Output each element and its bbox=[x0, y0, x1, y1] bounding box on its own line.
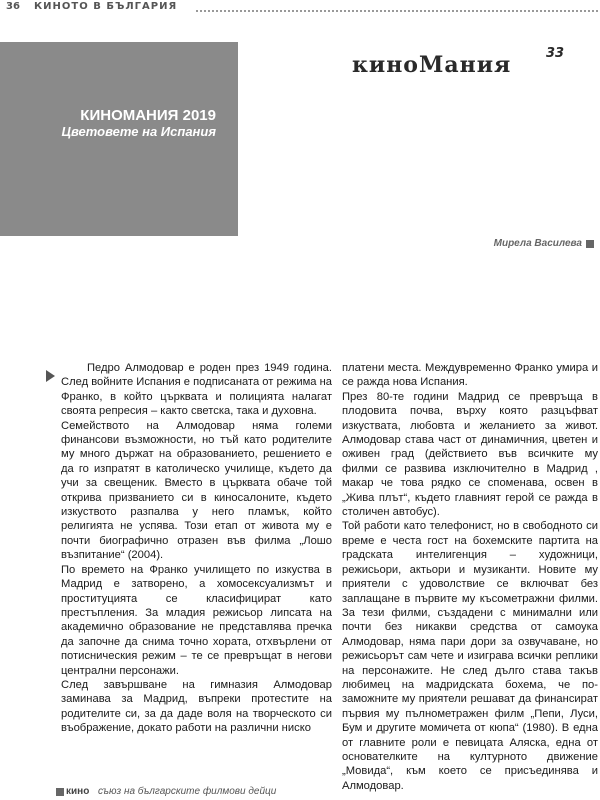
paragraph: По времето на Франко училището по изкуства в Мадрид е затворено, а хомосексуализмът и проституцията се класифицират като престъпления. За младия режисьор липсата на академично образование не представлява пречка да започне да снима точно хората, отхвърлени от потисническия режим – те се превръщат в негови централни персонажи. bbox=[61, 563, 332, 677]
paragraph: През 80-те години Мадрид се превръща в плодовита почва, върху която разцъфват изкуствата, любовта и желанието за живот. Алмодовар става част от динамичния, цветен и оживен град (действието във всичките му филми се развива изключително в Мадрид , макар че това рядко се споменава, освен в „Жива плът“, където главният герой се ражда в столичен автобус). bbox=[342, 390, 598, 519]
article-subtitle: Цветовете на Испания bbox=[61, 124, 216, 139]
author-name: Мирела Василева bbox=[493, 238, 582, 249]
square-bullet-icon bbox=[586, 240, 594, 248]
logo-number: 33 bbox=[546, 46, 565, 61]
logo-text: киноMания bbox=[352, 52, 512, 78]
kinomania-logo bbox=[352, 46, 592, 82]
paragraph: Семейството на Алмодовар няма големи финансови възможности, но тъй като родителите му много държат на образованието, решението е да го изпратят в католическо училище, където да учи за свещеник. Вместо в църквата обаче той открива призванието си в киносалоните, където изкуството разпалва у него пламък, който религията не успява. Този етап от живота му е почти биографично отразен във филма „Лошо възпитание“ (2004). bbox=[61, 419, 332, 562]
page-footer bbox=[56, 786, 596, 798]
running-title: КИНОТО В БЪЛГАРИЯ bbox=[34, 1, 178, 12]
paragraph: платени места. Междувременно Франко умира и се ражда нова Испания. bbox=[342, 362, 598, 389]
square-bullet-icon bbox=[56, 788, 64, 796]
header-dotted-rule bbox=[196, 10, 598, 12]
footer-brand: кино bbox=[66, 786, 90, 797]
footer-text: съюз на българските филмови дейци bbox=[98, 786, 277, 797]
page-header bbox=[0, 0, 600, 14]
triangle-arrow-icon bbox=[46, 370, 55, 382]
text-column-right bbox=[342, 361, 598, 793]
paragraph: Той работи като телефонист, но в свободното си време е честа гост на бохемските партита на градската интелигенция – художници, режисьори, актьори и музиканти. Новите му приятели с удоволствие се включват без заплащане в първите му късометражни филми. За тези филми, създадени с минимални или почти без никакви средства от самоука Алмодовар, няма пари дори за озвучаване, но режисьорът сам чете и изиграва всички реплики на персонажите. Не след дълго става такъв любимец на мадридската бохема, че по-заможните му приятели решават да финансират първия му пълнометражен филм „Пепи, Луси, Бум и другите момичета от кюпа“ (1980). В една от главните роли е певицата Аляска, една от основателките на културното движение „Мовида“, към което се присъединява и Алмодовар. bbox=[342, 520, 598, 792]
text-column-left bbox=[61, 361, 332, 736]
paragraph: Педро Алмодовар е роден през 1949 година. След войните Испания е подписаната от режима на Франко, в който църквата и полицията налагат своята репресия – както светска, така и духовна. bbox=[61, 362, 332, 418]
article-title: КИНОМАНИЯ 2019 bbox=[80, 107, 216, 124]
paragraph: След завършване на гимназия Алмодовар заминава за Мадрид, въпреки протестите на родителите си, за да даде воля на творческото си въображение, докато работи на различни ниско bbox=[61, 678, 332, 735]
page-number: 36 bbox=[6, 1, 20, 12]
title-block bbox=[0, 42, 238, 236]
